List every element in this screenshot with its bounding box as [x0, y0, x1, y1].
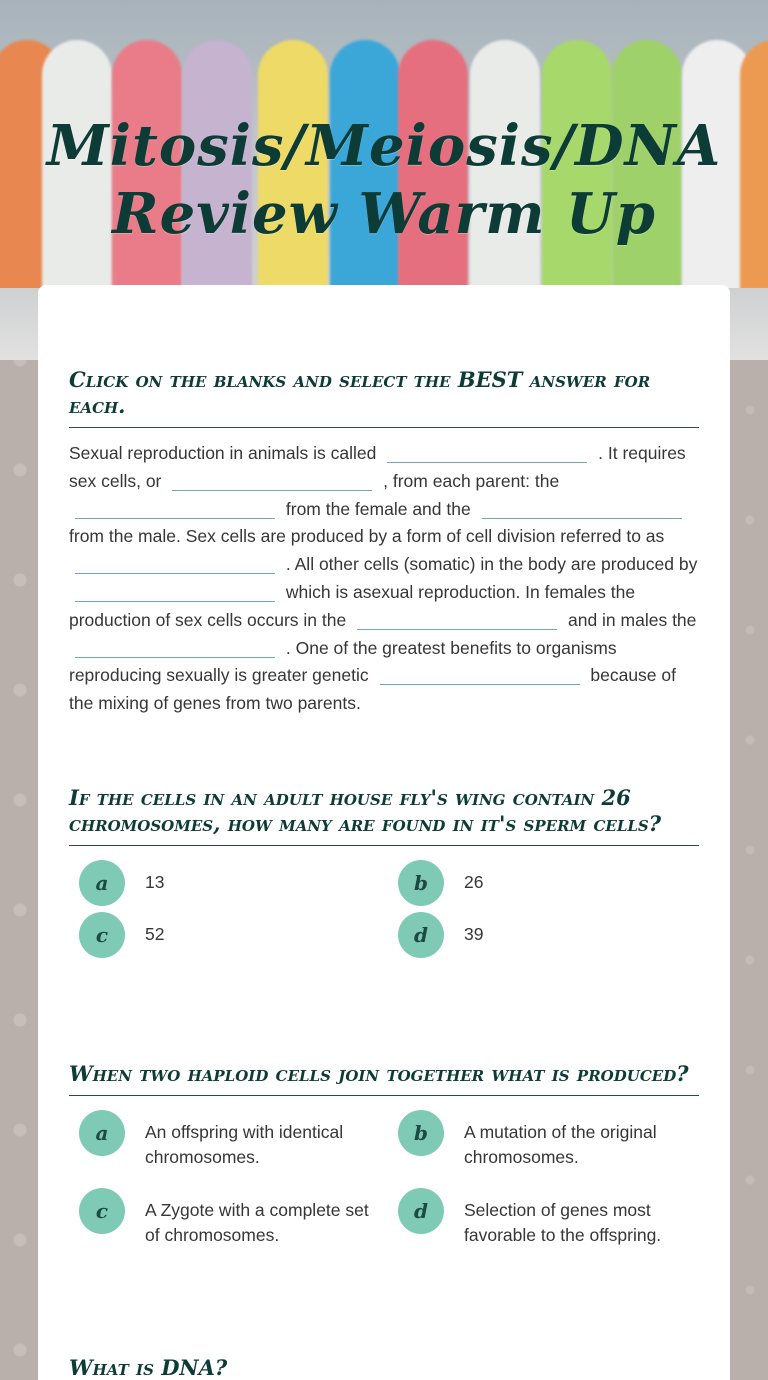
chalk-orange-2: [740, 40, 768, 290]
choice-text: An offspring with identical chromosomes.: [145, 1122, 344, 1167]
choice-text: A Zygote with a complete set of chromosomes.: [145, 1200, 369, 1245]
blank-9[interactable]: [380, 665, 580, 685]
answer-choices: [69, 860, 699, 958]
choice-c[interactable]: [69, 912, 380, 958]
passage-text: from the male. Sex cells are produced by a form of cell division referred to as: [69, 526, 665, 547]
question-fill-blanks: [69, 367, 699, 718]
passage-text: and in males the: [567, 609, 697, 630]
passage-text: because of the mixing of genes from two parents.: [69, 665, 676, 714]
choice-d[interactable]: [388, 912, 699, 958]
choice-text: 39: [464, 924, 484, 944]
choice-letter: a: [79, 860, 125, 906]
page-title: Mitosis/Meiosis/DNA Review Warm Up: [46, 113, 722, 247]
blank-7[interactable]: [357, 610, 557, 630]
question-house-fly: [69, 785, 699, 958]
blank-2[interactable]: [172, 471, 372, 491]
blank-6[interactable]: [75, 582, 275, 602]
choice-letter: b: [398, 860, 444, 906]
blank-4[interactable]: [482, 499, 682, 519]
choice-text: A mutation of the original chromosomes.: [464, 1122, 657, 1167]
choice-b[interactable]: [388, 1110, 699, 1170]
choice-a[interactable]: [69, 860, 380, 906]
question-title: If the cells in an adult house fly's wing contain 26 chromosomes, how many are found in it's sperm cells?: [69, 785, 699, 846]
question-what-is-dna: [69, 1355, 699, 1380]
passage-text: which is asexual reproduction. In females the production of sex cells occurs in the: [69, 581, 636, 630]
choice-text: 13: [145, 872, 165, 892]
choice-a[interactable]: [69, 1110, 380, 1170]
passage-text: . One of the greatest benefits to organisms reproducing sexually is greater genetic: [69, 637, 617, 686]
choice-text: 52: [145, 924, 165, 944]
choice-text: Selection of genes most favorable to the offspring.: [464, 1200, 662, 1245]
passage-text: , from each parent: the: [383, 470, 560, 491]
choice-letter: d: [398, 1188, 444, 1234]
blank-3[interactable]: [75, 499, 275, 519]
passage-text: Sexual reproduction in animals is called: [69, 443, 377, 463]
choice-letter: a: [79, 1110, 125, 1156]
worksheet-card: [38, 285, 730, 1380]
choice-letter: c: [79, 1188, 125, 1234]
question-haploid-cells: [69, 1061, 699, 1248]
choice-d[interactable]: [388, 1188, 699, 1248]
choice-c[interactable]: [69, 1188, 380, 1248]
passage: [69, 440, 699, 718]
choice-text: 26: [464, 872, 484, 892]
question-title: Click on the blanks and select the BEST answer for each.: [69, 367, 699, 428]
blank-1[interactable]: [387, 443, 587, 463]
blank-5[interactable]: [75, 554, 275, 574]
passage-text: . It requires sex cells, or: [69, 443, 686, 491]
choice-letter: d: [398, 912, 444, 958]
passage-text: . All other cells (somatic) in the body are produced by: [285, 554, 698, 575]
passage-text: from the female and the: [285, 498, 471, 519]
blank-8[interactable]: [75, 638, 275, 658]
choice-b[interactable]: [388, 860, 699, 906]
question-title: What is DNA?: [69, 1355, 228, 1380]
question-title: When two haploid cells join together what is produced?: [69, 1061, 699, 1096]
choice-letter: b: [398, 1110, 444, 1156]
answer-choices: [69, 1110, 699, 1248]
choice-letter: c: [79, 912, 125, 958]
